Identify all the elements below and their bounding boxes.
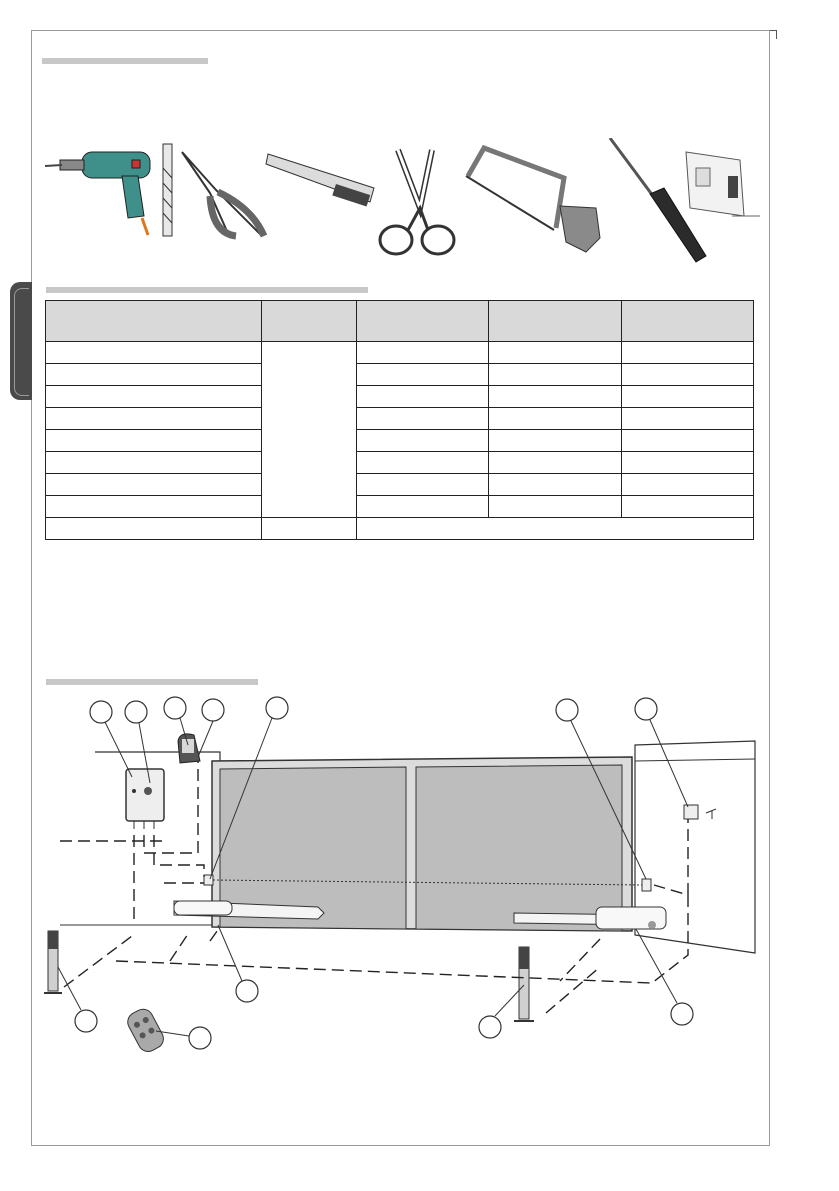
tools-section-rule: [42, 58, 208, 64]
table-cell: [622, 342, 754, 364]
photocell-right: [642, 879, 651, 891]
table-row: [46, 408, 754, 430]
table-cell: [46, 518, 262, 540]
table-header-cell: [46, 301, 262, 342]
table-cell: [46, 342, 262, 364]
utility-knife-icon: [266, 154, 374, 207]
table-cell: [46, 474, 262, 496]
callout-marker: [266, 697, 288, 719]
table-cell: [622, 408, 754, 430]
remote-transmitter: [124, 1006, 167, 1055]
table-row: [46, 430, 754, 452]
table-cell: [46, 452, 262, 474]
table-header-cell: [489, 301, 622, 342]
table-cell-merged: [356, 518, 753, 540]
table-row: [46, 452, 754, 474]
table-cell: [622, 452, 754, 474]
table-cell: [356, 474, 489, 496]
table-cell: [489, 386, 622, 408]
table-row: [46, 364, 754, 386]
table-cell: [356, 386, 489, 408]
tape-measure-icon: [686, 152, 760, 216]
hacksaw-icon: [466, 148, 600, 252]
table-cell: [261, 518, 356, 540]
callout-marker: [125, 701, 147, 723]
photocell-post-right: [514, 947, 534, 1021]
table-cell: [622, 474, 754, 496]
callout-marker: [90, 701, 112, 723]
table-cell: [489, 452, 622, 474]
tools-illustration: [40, 138, 760, 268]
table-cell: [356, 452, 489, 474]
scissors-icon: [380, 150, 454, 254]
table-cell: [489, 496, 622, 518]
drill-bit-icon: [163, 144, 172, 236]
cables-table: [45, 300, 754, 540]
callout-marker: [479, 1016, 501, 1038]
table-cell: [356, 364, 489, 386]
drill-icon: [45, 152, 150, 235]
table-row: [46, 518, 754, 540]
table-header-cell: [261, 301, 356, 342]
side-language-tab[interactable]: [10, 282, 32, 400]
flashing-light: [178, 734, 200, 763]
table-cell: [622, 386, 754, 408]
table-cell-merged: [261, 342, 356, 518]
callout-marker: [236, 980, 258, 1002]
callout-marker: [75, 1010, 97, 1032]
callout-marker: [671, 1003, 693, 1025]
control-unit: [126, 769, 164, 829]
table-header-row: [46, 301, 754, 342]
table-cell: [46, 364, 262, 386]
installation-diagram: [40, 695, 770, 1095]
page-corner-mark: [770, 30, 777, 39]
callout-marker: [556, 699, 578, 721]
callout-marker: [189, 1027, 211, 1049]
table-row: [46, 386, 754, 408]
photocell-post-left: [44, 931, 62, 993]
table-cell: [356, 342, 489, 364]
table-cell: [46, 408, 262, 430]
installation-section-rule: [46, 679, 258, 685]
callout-marker: [202, 699, 224, 721]
callout-marker: [635, 698, 657, 720]
pliers-icon: [182, 152, 264, 238]
photocell-left: [204, 875, 213, 885]
table-cell: [489, 474, 622, 496]
table-row: [46, 496, 754, 518]
table-cell: [622, 430, 754, 452]
cables-section-rule: [46, 287, 368, 293]
table-cell: [622, 364, 754, 386]
table-cell: [356, 496, 489, 518]
table-row: [46, 342, 754, 364]
callout-marker: [164, 697, 186, 719]
table-header-cell: [622, 301, 754, 342]
table-cell: [489, 430, 622, 452]
table-cell: [356, 408, 489, 430]
table-cell: [489, 408, 622, 430]
table-cell: [356, 430, 489, 452]
table-cell: [489, 364, 622, 386]
table-cell: [622, 496, 754, 518]
table-cell: [46, 386, 262, 408]
table-cell: [489, 342, 622, 364]
table-cell: [46, 430, 262, 452]
table-row: [46, 474, 754, 496]
table-header-cell: [356, 301, 489, 342]
table-cell: [46, 496, 262, 518]
